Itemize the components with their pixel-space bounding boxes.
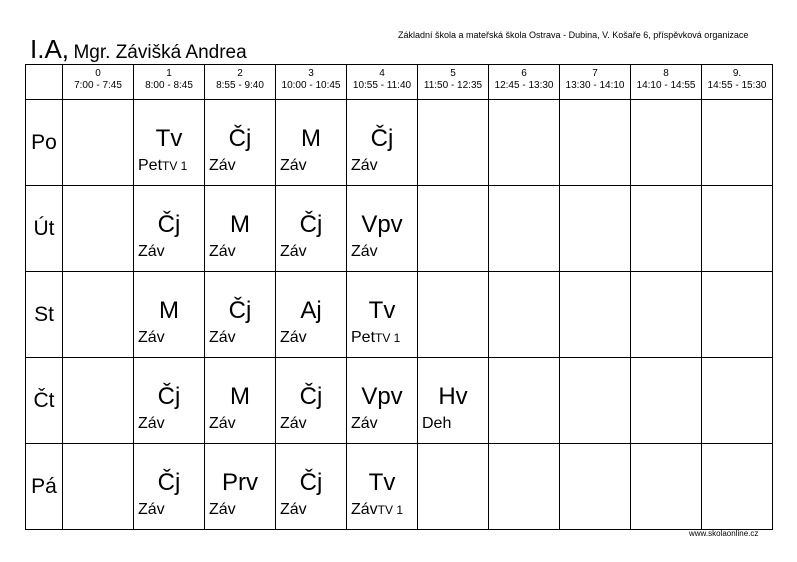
empty-cell xyxy=(631,358,702,444)
lesson-cell xyxy=(205,186,276,272)
lesson-subject: Vpv xyxy=(361,211,403,238)
teacher-abbr: Pet xyxy=(351,329,376,346)
teacher-abbr: Záv xyxy=(280,501,307,518)
empty-cell xyxy=(63,100,134,186)
lesson-cell xyxy=(205,100,276,186)
day-row xyxy=(26,100,773,186)
lesson-teacher xyxy=(351,329,400,347)
teacher-abbr: Záv xyxy=(138,415,165,432)
period-time: 8:55 - 9:40 xyxy=(216,80,264,91)
teacher-abbr: Záv xyxy=(209,157,236,174)
school-name: Základní škola a mateřská škola Ostrava - Dubina, V. Košaře 6, příspěvková organizace xyxy=(398,30,749,40)
period-header xyxy=(134,65,205,100)
empty-cell xyxy=(631,272,702,358)
lesson-teacher xyxy=(209,501,236,519)
lesson-group: TV 1 xyxy=(375,331,401,345)
lesson-cell xyxy=(276,444,347,530)
period-header xyxy=(631,65,702,100)
teacher-abbr: Záv xyxy=(138,329,165,346)
empty-cell xyxy=(418,272,489,358)
lesson-subject: Prv xyxy=(222,469,258,496)
lesson-cell xyxy=(418,358,489,444)
lesson-teacher xyxy=(422,415,451,433)
empty-cell xyxy=(702,100,773,186)
teacher-abbr: Záv xyxy=(280,157,307,174)
lesson-teacher xyxy=(138,501,165,519)
period-header xyxy=(489,65,560,100)
lesson-cell xyxy=(347,444,418,530)
day-row xyxy=(26,186,773,272)
empty-cell xyxy=(63,272,134,358)
period-time: 7:00 - 7:45 xyxy=(74,80,122,91)
teacher-abbr: Záv xyxy=(138,243,165,260)
lesson-teacher xyxy=(209,157,236,175)
lesson-subject: Tv xyxy=(368,297,396,324)
lesson-teacher xyxy=(280,243,307,261)
empty-cell xyxy=(702,358,773,444)
empty-cell xyxy=(418,444,489,530)
period-header xyxy=(276,65,347,100)
empty-cell xyxy=(702,186,773,272)
class-name: I.A, xyxy=(30,34,70,64)
period-number: 3 xyxy=(308,68,314,79)
lesson-group: TV 1 xyxy=(377,503,404,517)
lesson-teacher xyxy=(280,329,307,347)
lesson-group: TV 1 xyxy=(162,159,188,173)
empty-cell xyxy=(560,272,631,358)
period-time: 8:00 - 8:45 xyxy=(145,80,193,91)
empty-cell xyxy=(63,358,134,444)
footer-website: www.skolaonline.cz xyxy=(689,529,759,538)
period-time: 12:45 - 13:30 xyxy=(494,80,554,91)
empty-cell xyxy=(631,100,702,186)
period-header xyxy=(560,65,631,100)
teacher-abbr: Záv xyxy=(351,243,378,260)
empty-cell xyxy=(702,272,773,358)
empty-cell xyxy=(560,186,631,272)
lesson-teacher xyxy=(280,415,307,433)
lesson-subject: Čj xyxy=(157,383,181,410)
day-label: Pá xyxy=(26,444,63,530)
day-label: Čt xyxy=(26,358,63,444)
period-header xyxy=(702,65,773,100)
period-number: 5 xyxy=(450,68,456,79)
lesson-teacher xyxy=(138,243,165,261)
lesson-teacher xyxy=(209,415,236,433)
empty-cell xyxy=(631,186,702,272)
lesson-teacher xyxy=(351,501,403,519)
header-row xyxy=(26,65,773,100)
lesson-cell xyxy=(347,358,418,444)
lesson-cell xyxy=(134,358,205,444)
period-header xyxy=(63,65,134,100)
lesson-cell xyxy=(276,358,347,444)
teacher-abbr: Záv xyxy=(280,415,307,432)
empty-cell xyxy=(560,358,631,444)
period-time: 10:00 - 10:45 xyxy=(281,80,341,91)
lesson-teacher xyxy=(138,329,165,347)
lesson-teacher xyxy=(209,243,236,261)
teacher-abbr: Záv xyxy=(209,243,236,260)
teacher-abbr: Záv xyxy=(209,415,236,432)
lesson-subject: Tv xyxy=(368,469,396,496)
lesson-cell xyxy=(347,186,418,272)
empty-cell xyxy=(560,444,631,530)
lesson-cell xyxy=(205,272,276,358)
lesson-subject: Čj xyxy=(157,469,181,496)
lesson-teacher xyxy=(351,243,378,261)
empty-cell xyxy=(489,100,560,186)
lesson-subject: Čj xyxy=(228,297,252,324)
period-time: 11:50 - 12:35 xyxy=(423,80,483,91)
timetable xyxy=(25,64,773,530)
empty-cell xyxy=(489,186,560,272)
period-number: 6 xyxy=(521,68,527,79)
lesson-subject: Aj xyxy=(300,297,322,324)
lesson-teacher xyxy=(280,501,307,519)
day-row xyxy=(26,358,773,444)
teacher-abbr: Záv xyxy=(209,501,236,518)
period-number: 9. xyxy=(732,68,742,79)
empty-cell xyxy=(418,186,489,272)
period-time: 14:55 - 15:30 xyxy=(707,80,767,91)
lesson-teacher xyxy=(138,157,187,175)
day-label: Út xyxy=(26,186,63,272)
empty-cell xyxy=(489,358,560,444)
lesson-subject: Čj xyxy=(299,211,323,238)
lesson-teacher xyxy=(280,157,307,175)
lesson-subject: M xyxy=(230,211,250,238)
day-row xyxy=(26,444,773,530)
lesson-subject: Čj xyxy=(157,211,181,238)
teacher-abbr: Záv xyxy=(351,157,378,174)
lesson-cell xyxy=(205,358,276,444)
teacher-abbr: Záv xyxy=(280,329,307,346)
lesson-subject: Čj xyxy=(370,125,394,152)
period-number: 8 xyxy=(663,68,669,79)
period-header xyxy=(418,65,489,100)
lesson-teacher xyxy=(351,415,378,433)
lesson-cell xyxy=(276,186,347,272)
lesson-cell xyxy=(134,186,205,272)
day-row xyxy=(26,272,773,358)
lesson-subject: M xyxy=(301,125,321,152)
teacher-name: Mgr. Závišká Andrea xyxy=(73,42,247,63)
day-label: St xyxy=(26,272,63,358)
page-title xyxy=(30,34,247,65)
teacher-abbr: Záv xyxy=(209,329,236,346)
lesson-subject: Čj xyxy=(299,469,323,496)
lesson-subject: Hv xyxy=(438,383,468,410)
empty-cell xyxy=(63,186,134,272)
period-time: 14:10 - 14:55 xyxy=(636,80,696,91)
empty-cell xyxy=(631,444,702,530)
empty-cell xyxy=(489,444,560,530)
period-time: 10:55 - 11:40 xyxy=(352,80,412,91)
period-number: 2 xyxy=(237,68,243,79)
teacher-abbr: Záv xyxy=(280,243,307,260)
teacher-abbr: Pet xyxy=(138,157,163,174)
lesson-subject: M xyxy=(159,297,179,324)
teacher-abbr: Deh xyxy=(422,415,452,432)
period-header xyxy=(347,65,418,100)
period-number: 4 xyxy=(379,68,385,79)
empty-cell xyxy=(489,272,560,358)
empty-cell xyxy=(63,444,134,530)
lesson-teacher xyxy=(138,415,165,433)
lesson-subject: Vpv xyxy=(361,383,403,410)
lesson-cell xyxy=(347,272,418,358)
corner-cell xyxy=(26,65,63,100)
lesson-cell xyxy=(347,100,418,186)
lesson-subject: Čj xyxy=(228,125,252,152)
lesson-teacher xyxy=(209,329,236,347)
day-label: Po xyxy=(26,100,63,186)
lesson-cell xyxy=(134,444,205,530)
lesson-teacher xyxy=(351,157,378,175)
period-number: 0 xyxy=(95,68,101,79)
lesson-subject: Tv xyxy=(155,125,183,152)
lesson-cell xyxy=(205,444,276,530)
lesson-cell xyxy=(134,272,205,358)
lesson-subject: M xyxy=(230,383,250,410)
period-time: 13:30 - 14:10 xyxy=(565,80,625,91)
empty-cell xyxy=(560,100,631,186)
teacher-abbr: Záv xyxy=(351,415,378,432)
lesson-cell xyxy=(276,100,347,186)
period-header xyxy=(205,65,276,100)
teacher-abbr: Záv xyxy=(138,501,165,518)
lesson-cell xyxy=(134,100,205,186)
teacher-abbr: Záv xyxy=(351,501,378,518)
lesson-subject: Čj xyxy=(299,383,323,410)
empty-cell xyxy=(702,444,773,530)
empty-cell xyxy=(418,100,489,186)
period-number: 1 xyxy=(166,68,172,79)
lesson-cell xyxy=(276,272,347,358)
period-number: 7 xyxy=(592,68,598,79)
